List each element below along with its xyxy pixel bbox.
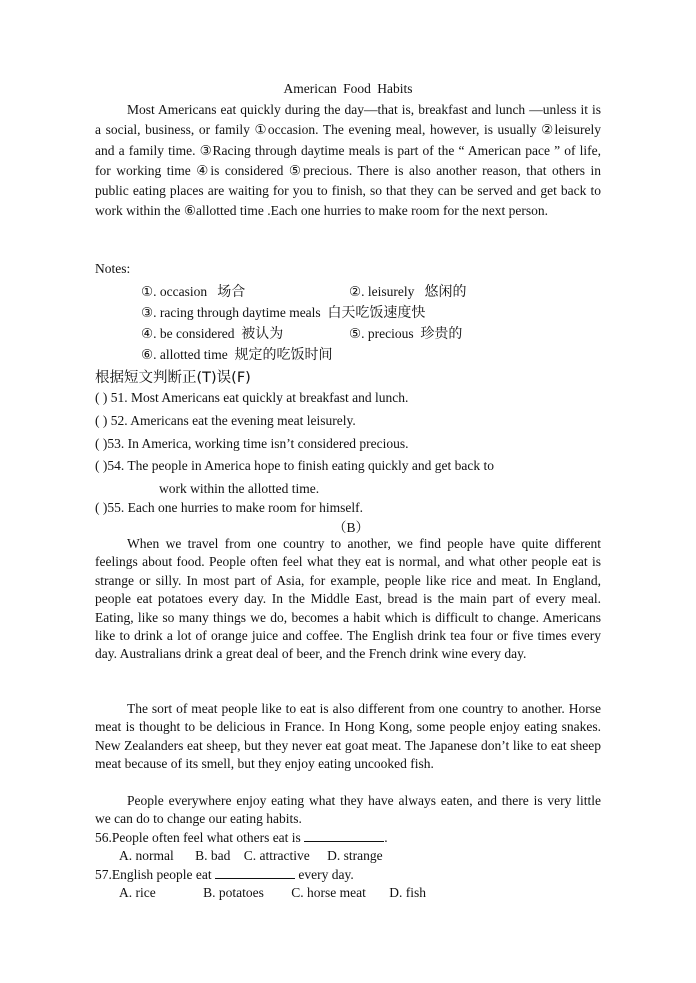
tf-question-55: ( )55. Each one hurries to make room for himself. <box>95 500 364 515</box>
passage-b-paragraph-2: The sort of meat people like to eat is also different from one country to another. Horse meat is thought to be delicious in France. In Hong Kong, some people enjoy eating snakes. New Zealanders eat sheep, but they never eat goat meat. The Japanese don’t like to eat sheep meat because of its smell, but they enjoy eating uncooked fish. <box>95 701 601 772</box>
passage-b-paragraph-1: When we travel from one country to another, we find people have quite different feelings about food. People often feel what they eat is normal, and what other people eat is strange or silly. In most part of Asia, for example, people like rice and meat. In England, people eat potatoes every day. In the Middle East, bread is the main part of every meal. Eating, like so many things we do, becomes a habit which is difficult to change. Americans like to drink a lot of orange juice and coffee. The English drink tea four or five times every day. Australians drink a great deal of beer, and the French drink wine every day. <box>95 536 601 662</box>
option: D. fish <box>389 885 426 900</box>
option: A. rice <box>119 885 156 900</box>
note-item: ①. occasion 场合 <box>141 284 246 300</box>
note-item: ⑤. precious 珍贵的 <box>349 326 463 342</box>
note-item: ⑥. allotted time 规定的吃饭时间 <box>141 347 333 363</box>
tf-question-54: ( )54. The people in America hope to finish eating quickly and get back to <box>95 458 495 473</box>
note-item: ④. be considered 被认为 <box>141 326 284 342</box>
answer-blank <box>215 866 295 879</box>
note-item: ③. racing through daytime meals 白天吃饭速度快 <box>141 305 426 321</box>
option: A. normal <box>119 848 174 863</box>
tf-question-54-cont: work within the allotted time. <box>159 481 320 496</box>
passage-b-label: （B） <box>333 520 370 535</box>
question-57: 57.English people eat every day. <box>95 867 354 882</box>
option: D. strange <box>327 848 383 863</box>
question-56-options <box>119 848 401 864</box>
note-item: ②. leisurely 悠闲的 <box>349 284 467 300</box>
passage-a-title: American Food Habits <box>283 81 413 96</box>
option: B. bad <box>195 848 231 863</box>
answer-blank <box>304 829 384 842</box>
tf-question-51: ( ) 51. Most Americans eat quickly at breakfast and lunch. <box>95 390 409 405</box>
notes-label: Notes: <box>95 261 131 276</box>
passage-a-body: Most Americans eat quickly during the day—that is, breakfast and lunch —unless it is a social, business, or family ①occasion. The evening meal, however, is usually ②leisurely and a family time. ③Racing through daytime meals is part of the “ American pace ” of life, for working time ④is considered ⑤precious. There is also another reason, that others in public eating places are waiting for you to finish, so that they can be served and get back to work within the ⑥allotted time .Each one hurries to make room for the next person. <box>95 102 601 219</box>
tf-question-53: ( )53. In America, working time isn’t considered precious. <box>95 436 409 451</box>
option: B. potatoes <box>203 885 264 900</box>
option: C. attractive <box>243 848 310 863</box>
tf-question-52: ( ) 52. Americans eat the evening meat leisurely. <box>95 413 356 428</box>
tf-instruction: 根据短文判断正(T)误(F) <box>95 370 251 386</box>
question-56: 56.People often feel what others eat is . <box>95 830 388 845</box>
passage-b-paragraph-3: People everywhere enjoy eating what they have always eaten, and there is very little we can do to change our eating habits. <box>95 793 601 827</box>
option: C. horse meat <box>291 885 366 900</box>
question-57-options <box>119 885 444 901</box>
